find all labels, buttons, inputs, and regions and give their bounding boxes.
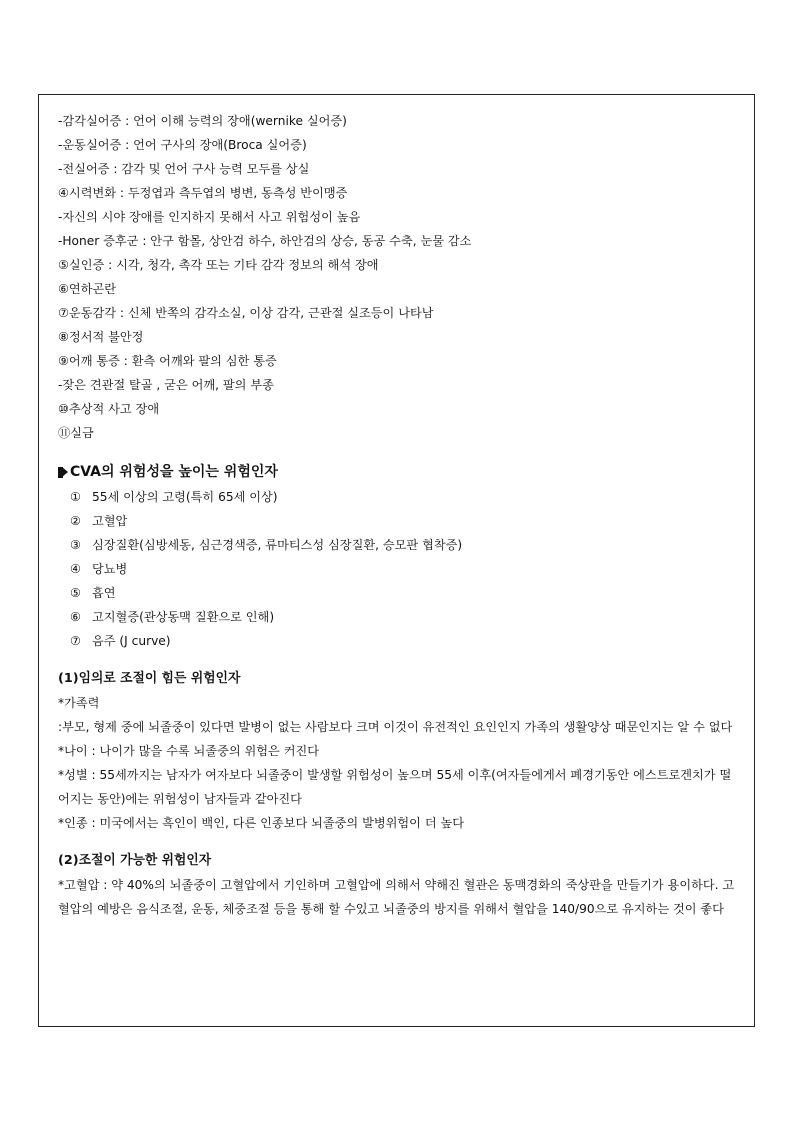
item-number: ⑦ [70,634,81,648]
document-content [58,109,736,921]
item-number: ① [70,490,81,504]
risk-factor-item [58,485,736,509]
risk-section-title: CVA의 위험성을 높이는 위험인자 [70,464,278,480]
symptom-line: ⑥연하곤란 [58,282,117,296]
item-number: ⑥ [70,610,81,624]
item-text: 심장질환(심방세동, 심근경색증, 류마티스성 심장질환, 승모판 협착증) [92,538,463,552]
risk-factor-item [58,629,736,653]
item-text: 55세 이상의 고령(특히 65세 이상) [92,490,278,504]
symptom-list [58,109,736,445]
item-text: 흡연 [92,586,116,600]
uncontrollable-heading: (1)임의로 조절이 힘든 위험인자 [58,671,241,686]
symptom-line: -잦은 견관절 탈골 , 굳은 어깨, 팔의 부종 [58,378,274,392]
symptom-line: ⑦운동감각 : 신체 반쪽의 감각소실, 이상 감각, 근관절 실조등이 나타남 [58,306,434,320]
symptom-line: ④시력변화 : 두정엽과 측두엽의 병변, 동측성 반이맹증 [58,186,348,200]
arrow-bullet-icon [58,466,69,479]
risk-factor-item [58,533,736,557]
paragraph-line: :부모, 형제 중에 뇌졸중이 있다면 발병이 없는 사람보다 크며 이것이 유전적인 요인인지 가족의 생활양상 때문인지는 알 수 없다 [58,720,733,734]
paragraph-line: *인종 : 미국에서는 흑인이 백인, 다른 인종보다 뇌졸중의 발병위험이 더 높다 [58,816,465,830]
symptom-line: ⑧정서적 불안정 [58,330,144,344]
symptom-line: -전실어증 : 감각 및 언어 구사 능력 모두를 상실 [58,162,310,176]
symptom-line: -Honer 증후군 : 안구 함몰, 상안검 하수, 하안검의 상승, 동공 수축, 눈물 감소 [58,234,472,248]
symptom-line: ⑤실인증 : 시각, 청각, 촉각 또는 기타 감각 정보의 해석 장애 [58,258,379,272]
paragraph-line: *가족력 [58,696,100,710]
controllable-heading: (2)조절이 가능한 위험인자 [58,853,212,868]
paragraph-line: *나이 : 나이가 많을 수록 뇌졸중의 위험은 커진다 [58,744,320,758]
item-number: ③ [70,538,81,552]
item-number: ② [70,514,81,528]
risk-factor-item [58,581,736,605]
symptom-line: -자신의 시야 장애를 인지하지 못해서 사고 위험성이 높음 [58,210,361,224]
risk-factor-list [58,485,736,653]
item-text: 고지혈증(관상동맥 질환으로 인해) [92,610,275,624]
risk-factor-item [58,557,736,581]
item-number: ④ [70,562,81,576]
paragraph-line: *고혈압 : 약 40%의 뇌졸중이 고혈압에서 기인하며 고혈압에 의해서 약해진 혈관은 동맥경화의 죽상판을 만들기가 용이하다. 고혈압의 예방은 음식조절, 운동, 체중조절 등을 통해 할 수있고 뇌졸중의 방지를 위해서 혈압을 140/90으로 유지하는 것이 좋다 [58,878,735,916]
document-frame [38,94,755,1027]
item-text: 당뇨병 [92,562,128,576]
risk-factor-item [58,509,736,533]
symptom-line: ⑨어깨 통증 : 환측 어깨와 팔의 심한 통증 [58,354,277,368]
item-number: ⑤ [70,586,81,600]
symptom-line: -감각실어증 : 언어 이해 능력의 장애(wernike 실어증) [58,114,347,128]
symptom-line: ⑩추상적 사고 장애 [58,402,160,416]
symptom-line: -운동실어증 : 언어 구사의 장애(Broca 실어증) [58,138,307,152]
paragraph-line: *성별 : 55세까지는 남자가 여자보다 뇌졸중이 발생할 위험성이 높으며 55세 이후(여자들에게서 폐경기동안 에스트로겐치가 떨어지는 동안)에는 위험성이 남자들과 같아진다 [58,768,732,806]
symptom-line: ⑪실금 [58,426,94,440]
item-text: 음주 (J curve) [92,634,171,648]
risk-section-heading [58,459,736,485]
risk-factor-item [58,605,736,629]
item-text: 고혈압 [92,514,128,528]
